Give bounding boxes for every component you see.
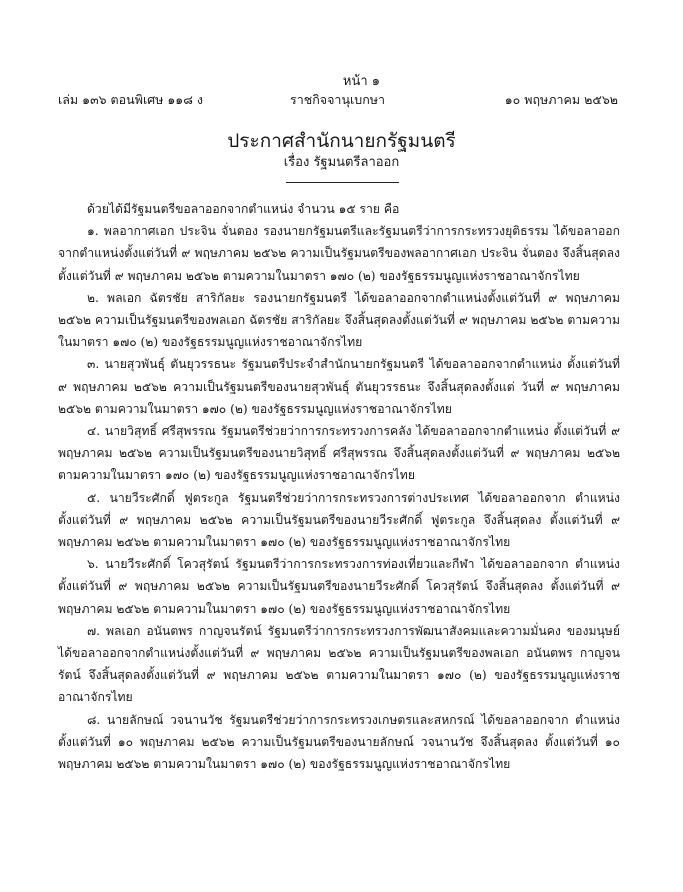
list-item: ๒. พลเอก ฉัตรชัย สาริกัลยะ รองนายกรัฐมนตรี ได้ขอลาออกจากตำแหน่งตั้งแต่วันที่ ๙ พฤษภาคม ๒๕๖๒ ความเป็นรัฐมนตรีของพลเอก ฉัตรชัย สาริกัลยะ จึงสิ้นสุดลงตั้งแต่วันที่ ๙ พฤษภาคม ๒๕๖๒ ตามความในมาตรา ๑๗๐ (๒) ของรัฐธรรมนูญแห่งราชอาณาจักรไทย: [58, 290, 620, 350]
list-item: ๓. นายสุวพันธุ์ ตันยุวรรธนะ รัฐมนตรีประจำสำนักนายกรัฐมนตรี ได้ขอลาออกจากตำแหน่ง ตั้งแต่วันที่ ๙ พฤษภาคม ๒๕๖๒ ความเป็นรัฐมนตรีของนายสุวพันธุ์ ตันยุวรรธนะ จึงสิ้นสุดลงตั้งแต่ วันที่ ๙ พฤษภาคม ๒๕๖๒ ตามความในมาตรา ๑๗๐ (๒) ของรัฐธรรมนูญแห่งราชอาณาจักรไทย: [58, 357, 620, 416]
publication-name: ราชกิจจานุเบกษา: [290, 92, 386, 107]
list-item: ๗. พลเอก อนันตพร กาญจนรัตน์ รัฐมนตรีว่าการกระทรวงการพัฒนาสังคมและความมั่นคง ของมนุษย์ ได้ขอลาออกจากตำแหน่งตั้งแต่วันที่ ๙ พฤษภาคม ๒๕๖๒ ความเป็นรัฐมนตรีของพลเอก อนันตพร กาญจนรัตน์ จึงสิ้นสุดลงตั้งแต่วันที่ ๙ พฤษภาคม ๒๕๖๒ ตามความในมาตรา ๑๗๐ (๒) ของรัฐธรรมนูญแห่งราชอาณาจักรไทย: [58, 623, 620, 705]
list-item: ๔. นายวิสุทธิ์ ศรีสุพรรณ รัฐมนตรีช่วยว่าการกระทรวงการคลัง ได้ขอลาออกจากตำแหน่ง ตั้งแต่วันที่ ๙ พฤษภาคม ๒๕๖๒ ความเป็นรัฐมนตรีของนายวิสุทธิ์ ศรีสุพรรณ จึงสิ้นสุดลงตั้งแต่วันที่ ๙ พฤษภาคม ๒๕๖๒ ตามความในมาตรา ๑๗๐ (๒) ของรัฐธรรมนูญแห่งราชอาณาจักรไทย: [58, 424, 620, 483]
page-number: หน้า ๑: [342, 74, 381, 89]
volume-info: เล่ม ๑๓๖ ตอนพิเศษ ๑๑๘ ง: [58, 92, 203, 107]
title-divider: [286, 182, 399, 183]
list-item: ๕. นายวีระศักดิ์ ฟูตระกูล รัฐมนตรีช่วยว่าการกระทรวงการต่างประเทศ ได้ขอลาออกจาก ตำแหน่งตั้งแต่วันที่ ๙ พฤษภาคม ๒๕๖๒ ความเป็นรัฐมนตรีของนายวีระศักดิ์ ฟูตระกูล จึงสิ้นสุดลง ตั้งแต่วันที่ ๙ พฤษภาคม ๒๕๖๒ ตามความในมาตรา ๑๗๐ (๒) ของรัฐธรรมนูญแห่งราชอาณาจักรไทย: [58, 490, 620, 550]
document-body: [58, 198, 620, 775]
list-item: ๑. พลอากาศเอก ประจิน จั่นตอง รองนายกรัฐมนตรีและรัฐมนตรีว่าการกระทรวงยุติธรรม ได้ขอลาออกจากตำแหน่งตั้งแต่วันที่ ๙ พฤษภาคม ๒๕๖๒ ความเป็นรัฐมนตรีของพลอากาศเอก ประจิน จั่นตอง จึงสิ้นสุดลงตั้งแต่วันที่ ๙ พฤษภาคม ๒๕๖๒ ตามความในมาตรา ๑๗๐ (๒) ของรัฐธรรมนูญแห่งราชอาณาจักรไทย: [58, 224, 620, 283]
list-item: ๘. นายลักษณ์ วจนานวัช รัฐมนตรีช่วยว่าการกระทรวงเกษตรและสหกรณ์ ได้ขอลาออกจาก ตำแหน่งตั้งแต่วันที่ ๑๐ พฤษภาคม ๒๕๖๒ ความเป็นรัฐมนตรีของนายลักษณ์ วจนานวัช จึงสิ้นสุดลง ตั้งแต่วันที่ ๑๐ พฤษภาคม ๒๕๖๒ ตามความในมาตรา ๑๗๐ (๒) ของรัฐธรรมนูญแห่งราชอาณาจักรไทย: [58, 712, 620, 772]
publication-date: ๑๐ พฤษภาคม ๒๕๖๒: [504, 92, 618, 107]
list-item: ๖. นายวีระศักดิ์ โควสุรัตน์ รัฐมนตรีว่าการกระทรวงการท่องเที่ยวและกีฬา ได้ขอลาออกจาก ตำแหน่งตั้งแต่วันที่ ๙ พฤษภาคม ๒๕๖๒ ความเป็นรัฐมนตรีของนายวีระศักดิ์ โควสุรัตน์ จึงสิ้นสุดลง ตั้งแต่วันที่ ๙ พฤษภาคม ๒๕๖๒ ตามความในมาตรา ๑๗๐ (๒) ของรัฐธรรมนูญแห่งราชอาณาจักรไทย: [58, 557, 620, 616]
document-title: ประกาศสำนักนายกรัฐมนตรี: [227, 130, 456, 152]
intro-paragraph: ด้วยได้มีรัฐมนตรีขอลาออกจากตำแหน่ง จำนวน ๑๕ ราย คือ: [87, 202, 400, 216]
document-subject: เรื่อง รัฐมนตรีลาออก: [283, 155, 400, 170]
